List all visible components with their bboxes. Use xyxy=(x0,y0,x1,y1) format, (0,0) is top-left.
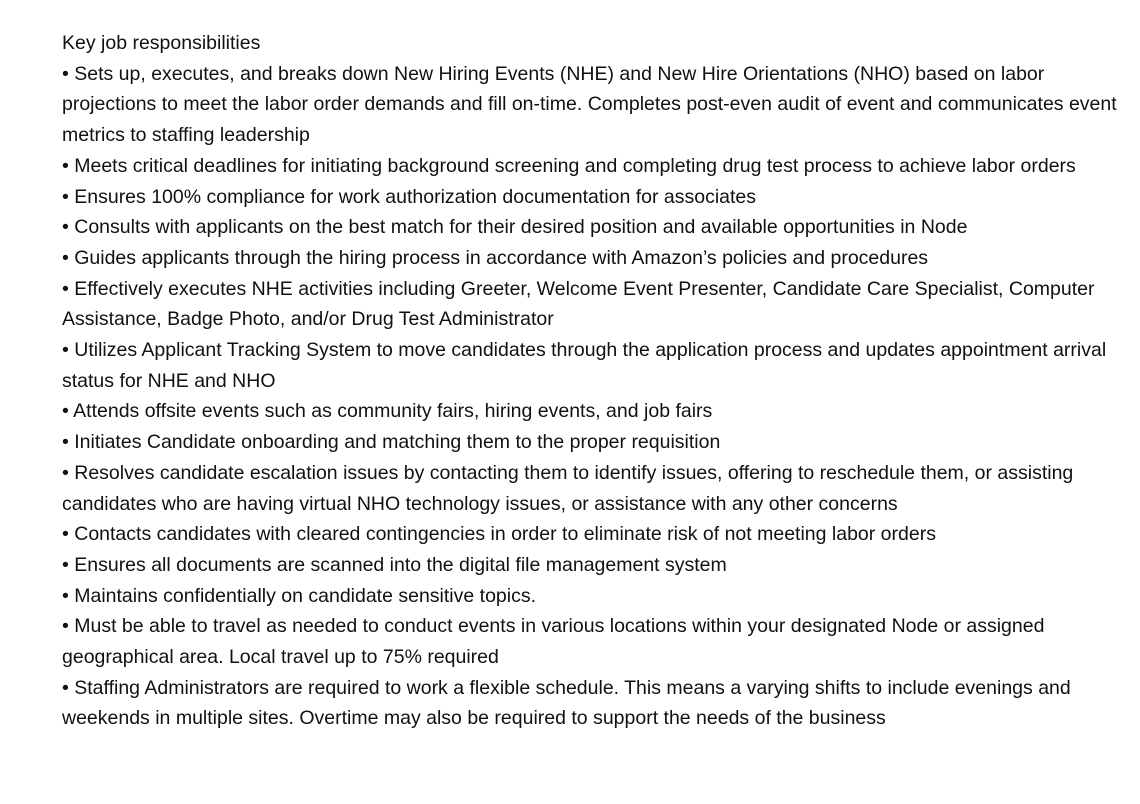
bullet-item: • Meets critical deadlines for initiating background screening and completing drug test process to achieve labor orders xyxy=(62,154,1076,177)
job-description-text-block xyxy=(62,28,1120,734)
bullet-item: • Maintains confidentially on candidate sensitive topics. xyxy=(62,584,537,607)
bullet-item: • Attends offsite events such as community fairs, hiring events, and job fairs xyxy=(62,400,713,423)
responsibilities-bullet-list xyxy=(62,59,1120,734)
bullet-item: • Must be able to travel as needed to conduct events in various locations within your designated Node or assigned geographical area. Local travel up to 75% required xyxy=(62,615,1045,669)
bullet-item: • Sets up, executes, and breaks down New Hiring Events (NHE) and New Hire Orientations (NHO) based on labor projections to meet the labor order demands and fill on-time. Completes post-even audit of event and communicates event metrics to staffing leadership xyxy=(62,62,1117,147)
bullet-item: • Consults with applicants on the best match for their desired position and available opportunities in Node xyxy=(62,216,968,239)
bullet-item: • Ensures all documents are scanned into the digital file management system xyxy=(62,553,727,576)
bullet-item: • Staffing Administrators are required to work a flexible schedule. This means a varying shifts to include evenings and weekends in multiple sites. Overtime may also be required to support the needs of the business xyxy=(62,676,1071,730)
bullet-item: • Contacts candidates with cleared contingencies in order to eliminate risk of not meeting labor orders xyxy=(62,523,936,546)
bullet-item: • Utilizes Applicant Tracking System to move candidates through the application process and updates appointment arrival status for NHE and NHO xyxy=(62,339,1107,392)
bullet-item: • Ensures 100% compliance for work authorization documentation for associates xyxy=(62,185,757,208)
bullet-item: • Resolves candidate escalation issues by contacting them to identify issues, offering to reschedule them, or assisting candidates who are having virtual NHO technology issues, or assistance with any other concerns xyxy=(62,461,1074,515)
section-heading: Key job responsibilities xyxy=(62,32,261,54)
bullet-item: • Guides applicants through the hiring process in accordance with Amazon’s policies and procedures xyxy=(62,246,929,269)
bullet-item: • Effectively executes NHE activities including Greeter, Welcome Event Presenter, Candidate Care Specialist, Computer Assistance, Badge Photo, and/or Drug Test Administrator xyxy=(62,277,1095,331)
bullet-item: • Initiates Candidate onboarding and matching them to the proper requisition xyxy=(62,431,721,454)
